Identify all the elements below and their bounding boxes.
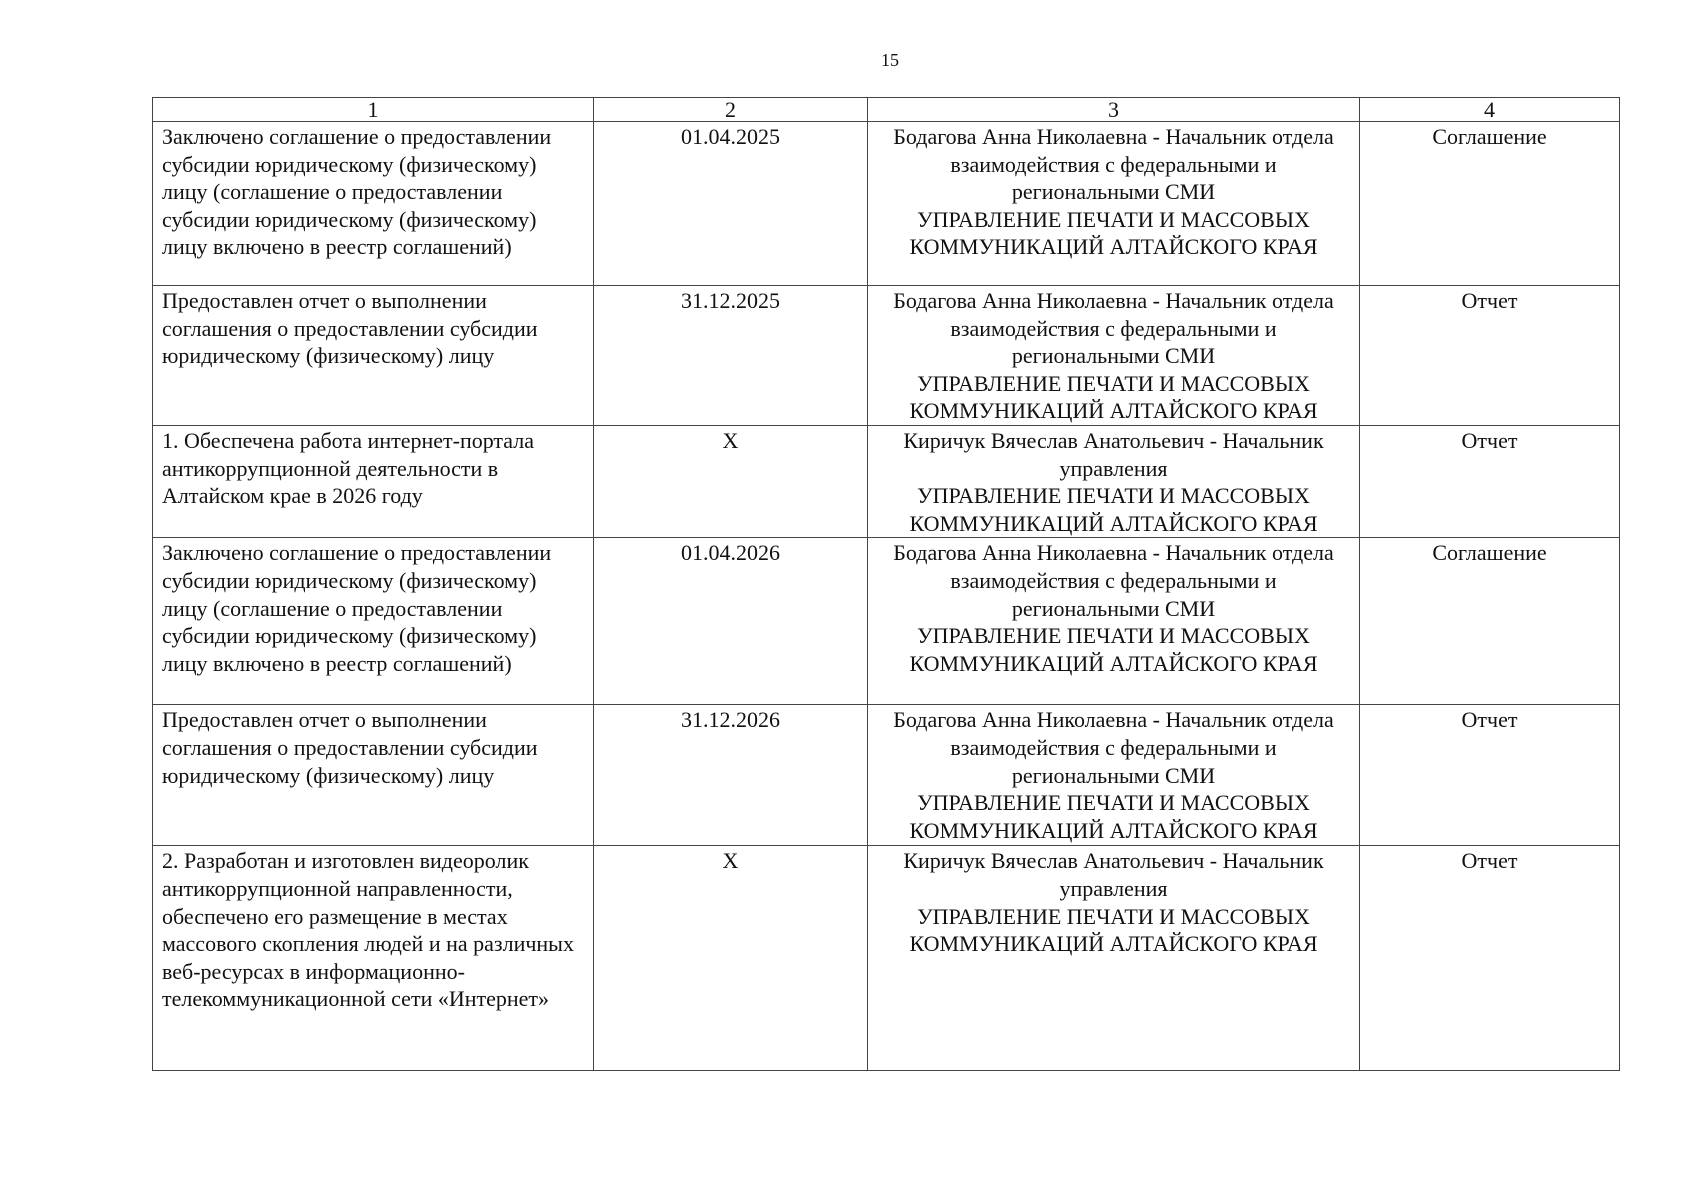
due-date: X [594, 846, 868, 1071]
confirming-document: Соглашение [1360, 122, 1620, 286]
page-number: 15 [881, 50, 899, 70]
responsible-organization: УПРАВЛЕНИЕ ПЕЧАТИ И МАССОВЫХ КОММУНИКАЦИЙ АЛТАЙСКОГО КРАЯ [909, 790, 1318, 843]
responsible-person: Бодагова Анна Николаевна - Начальник отдела взаимодействия с федеральными и региональными СМИ [893, 288, 1334, 369]
due-date: 01.04.2025 [594, 122, 868, 286]
responsible-organization: УПРАВЛЕНИЕ ПЕЧАТИ И МАССОВЫХ КОММУНИКАЦИЙ АЛТАЙСКОГО КРАЯ [909, 483, 1318, 536]
responsible-cell [868, 122, 1360, 286]
due-date: 01.04.2026 [594, 538, 868, 705]
event-description: Предоставлен отчет о выполнении соглашения о предоставлении субсидии юридическому (физическому) лицу [153, 705, 594, 846]
event-description: 1. Обеспечена работа интернет-портала антикоррупционной деятельности в Алтайском крае в 2026 году [153, 426, 594, 538]
responsible-cell [868, 846, 1360, 1071]
responsible-cell [868, 705, 1360, 846]
confirming-document: Отчет [1360, 705, 1620, 846]
table-row [153, 426, 1620, 538]
due-date: X [594, 426, 868, 538]
responsible-person: Киричук Вячеслав Анатольевич - Начальник управления [903, 428, 1324, 481]
table-row [153, 705, 1620, 846]
responsible-organization: УПРАВЛЕНИЕ ПЕЧАТИ И МАССОВЫХ КОММУНИКАЦИЙ АЛТАЙСКОГО КРАЯ [909, 370, 1318, 424]
event-description: 2. Разработан и изготовлен видеоролик антикоррупционной направленности, обеспечено его размещение в местах массового скопления людей и на различных веб-ресурсах в информационно-телекоммуникационной сети «Интернет» [153, 846, 594, 1071]
responsible-organization: УПРАВЛЕНИЕ ПЕЧАТИ И МАССОВЫХ КОММУНИКАЦИЙ АЛТАЙСКОГО КРАЯ [909, 623, 1318, 676]
column-header-1: 1 [153, 98, 594, 122]
column-header-3: 3 [868, 98, 1360, 122]
event-description: Заключено соглашение о предоставлении субсидии юридическому (физическому) лицу (соглашение о предоставлении субсидии юридическому (физическому) лицу включено в реестр соглашений) [153, 122, 594, 286]
event-description: Заключено соглашение о предоставлении субсидии юридическому (физическому) лицу (соглашение о предоставлении субсидии юридическому (физическому) лицу включено в реестр соглашений) [153, 538, 594, 705]
table-row [153, 538, 1620, 705]
confirming-document: Отчет [1360, 426, 1620, 538]
responsible-cell [868, 538, 1360, 705]
responsible-organization: УПРАВЛЕНИЕ ПЕЧАТИ И МАССОВЫХ КОММУНИКАЦИЙ АЛТАЙСКОГО КРАЯ [909, 903, 1318, 957]
responsible-person: Киричук Вячеслав Анатольевич - Начальник управления [903, 848, 1324, 901]
responsible-cell [868, 286, 1360, 426]
column-header-4: 4 [1360, 98, 1620, 122]
responsible-person: Бодагова Анна Николаевна - Начальник отдела взаимодействия с федеральными и региональными СМИ [893, 707, 1334, 788]
responsible-cell [868, 426, 1360, 538]
responsible-person: Бодагова Анна Николаевна - Начальник отдела взаимодействия с федеральными и региональными СМИ [893, 540, 1334, 621]
table-row [153, 122, 1620, 286]
table-row [153, 846, 1620, 1071]
column-header-2: 2 [594, 98, 868, 122]
responsible-person: Бодагова Анна Николаевна - Начальник отдела взаимодействия с федеральными и региональными СМИ [893, 124, 1334, 205]
due-date: 31.12.2026 [594, 705, 868, 846]
due-date: 31.12.2025 [594, 286, 868, 426]
confirming-document: Отчет [1360, 286, 1620, 426]
event-description: Предоставлен отчет о выполнении соглашения о предоставлении субсидии юридическому (физическому) лицу [153, 286, 594, 426]
confirming-document: Отчет [1360, 846, 1620, 1071]
table-row [153, 286, 1620, 426]
table-header-row [153, 98, 1620, 122]
confirming-document: Соглашение [1360, 538, 1620, 705]
responsible-organization: УПРАВЛЕНИЕ ПЕЧАТИ И МАССОВЫХ КОММУНИКАЦИЙ АЛТАЙСКОГО КРАЯ [909, 206, 1318, 260]
plan-table [152, 97, 1620, 1071]
